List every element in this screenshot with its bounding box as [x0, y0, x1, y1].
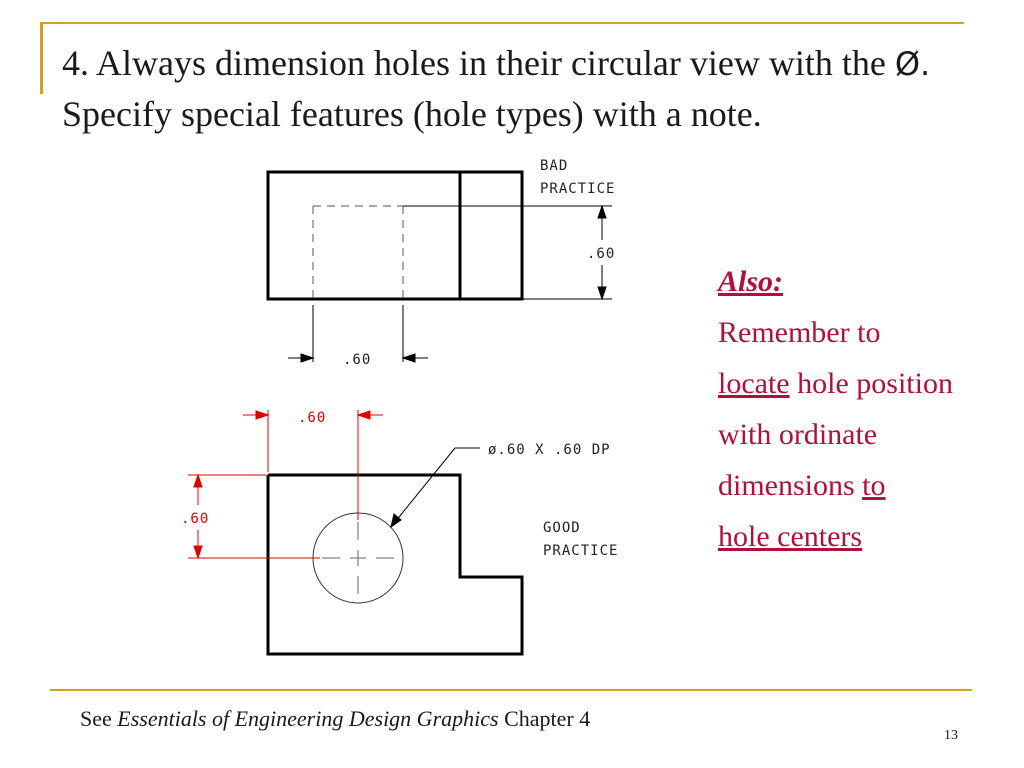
also-line1: Remember to [718, 316, 881, 349]
also-line2: hole position with ordinate dimensions [718, 367, 953, 502]
good-dim-horizontal-text: .60 [298, 410, 327, 426]
footer-book-title: Essentials of Engineering Design Graphics [117, 706, 499, 731]
bad-practice-view [268, 158, 615, 368]
also-body [718, 307, 1008, 562]
bad-outline [268, 172, 522, 299]
good-dim-vertical-text: .60 [181, 511, 210, 527]
bad-practice-label-1: BAD [540, 158, 569, 174]
footer-reference [80, 706, 590, 732]
hole-note-text: ø.60 X .60 DP [488, 442, 611, 458]
diameter-symbol: Ø. [894, 45, 931, 83]
also-heading: Also: [718, 265, 784, 298]
bad-dim-vertical-text: .60 [587, 246, 616, 262]
page-number: 13 [944, 728, 958, 743]
good-outline [268, 475, 522, 654]
bad-dim-horizontal-text: .60 [343, 352, 372, 368]
good-extension-lines [188, 410, 358, 558]
also-to: to [862, 469, 886, 502]
footer-chapter: Chapter 4 [498, 706, 591, 731]
also-note [718, 256, 1008, 562]
also-hole-centers: hole centers [718, 520, 863, 553]
title-text-part1: 4. Always dimension holes in their circular view with the [62, 43, 895, 83]
bad-extension-lines [313, 206, 612, 362]
good-practice-view [181, 410, 618, 654]
good-practice-label-1: GOOD [543, 520, 581, 536]
title-text-part2: Specify special features (hole types) with a note. [62, 94, 762, 134]
hole-center-lines [322, 522, 394, 594]
footer-see: See [80, 706, 118, 731]
good-practice-label-2: PRACTICE [543, 543, 619, 559]
also-locate: locate [718, 367, 790, 400]
bad-practice-label-2: PRACTICE [540, 181, 616, 197]
hole-note-leader [391, 448, 480, 527]
hidden-hole-lines [313, 206, 403, 299]
